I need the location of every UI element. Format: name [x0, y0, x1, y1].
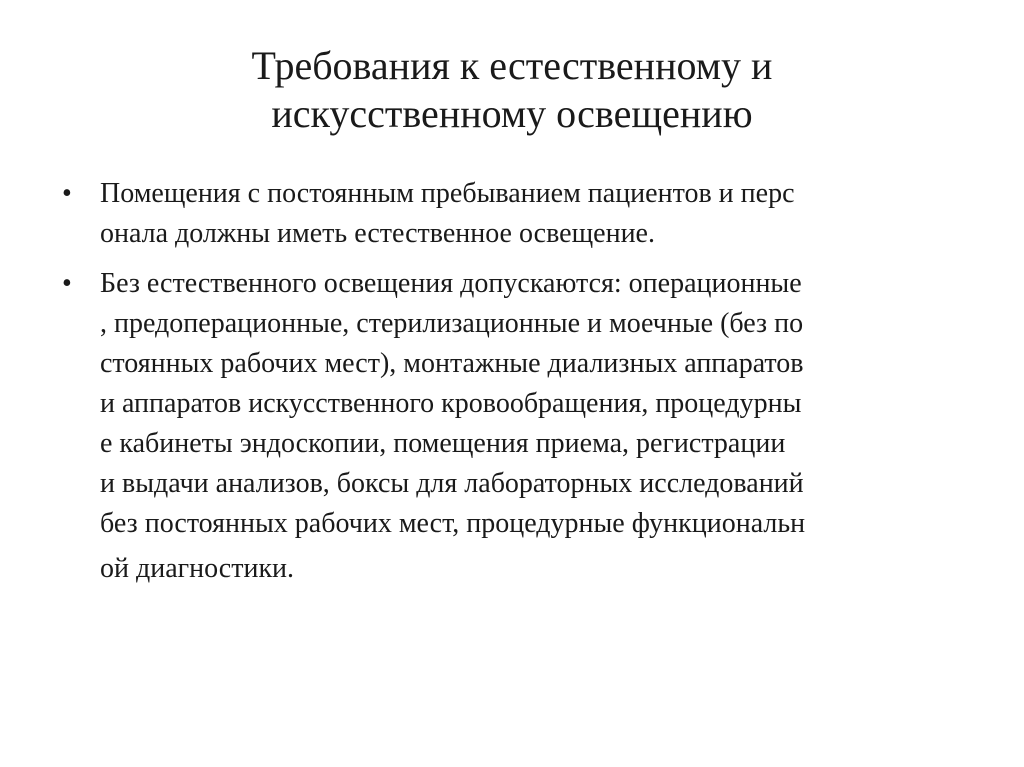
bullet-2-line-8: ой диагностики. [100, 553, 295, 584]
bullet-2-line-2: , предоперационные, стерилизационные и моечные (без по [100, 308, 804, 339]
title-line-2: искусственному освещению [271, 91, 753, 136]
bullet-2-line-6: и выдачи анализов, боксы для лабораторных исследований [100, 468, 804, 499]
bullet-1-line-1: Помещения с постоянным пребыванием пациентов и перс [100, 178, 795, 209]
title-line-1: Требования к естественному и [251, 43, 773, 88]
bullet-marker: • [62, 268, 72, 299]
bullet-item-2 [60, 264, 980, 594]
bullet-2-line-3: стоянных рабочих мест), монтажные диализных аппаратов [100, 348, 804, 379]
bullet-2-line-7: без постоянных рабочих мест, процедурные функциональн [100, 508, 806, 539]
bullet-list [60, 174, 980, 604]
bullet-2-line-1: Без естественного освещения допускаются: операционные [100, 268, 802, 299]
bullet-item-1 [60, 174, 980, 254]
bullet-marker: • [62, 178, 72, 209]
bullet-2-line-5: е кабинеты эндоскопии, помещения приема, регистрации [100, 428, 786, 459]
bullet-2-line-4: и аппаратов искусственного кровообращения, процедурны [100, 388, 802, 419]
slide-title [0, 42, 1024, 138]
bullet-1-line-2: онала должны иметь естественное освещение. [100, 218, 655, 249]
